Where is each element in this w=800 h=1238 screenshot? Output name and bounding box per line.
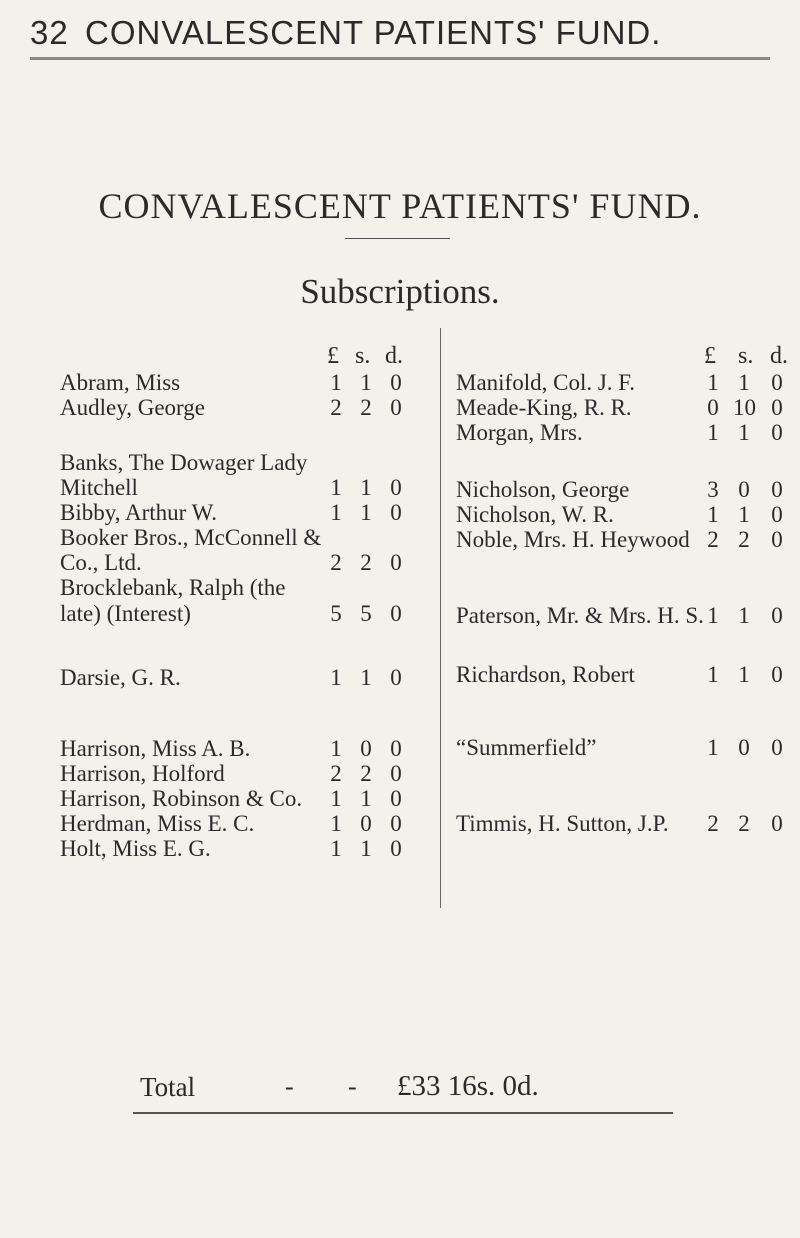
amount-shillings: 1: [360, 475, 372, 500]
amount-shillings: 0: [738, 735, 750, 760]
amount-pounds: 1: [330, 665, 342, 690]
amount-pence: 0: [771, 735, 783, 760]
amount-pounds: 1: [707, 662, 719, 687]
subscriber-name: Audley, George: [60, 395, 205, 420]
subscriber-name-continued: Mitchell: [60, 475, 138, 500]
amount-pounds: 2: [330, 550, 342, 575]
amount-shillings: 0: [738, 477, 750, 502]
subscriber-name: Timmis, H. Sutton, J.P.: [456, 811, 669, 836]
amount-pounds: 1: [707, 502, 719, 527]
amount-pounds: 1: [330, 836, 342, 861]
amount-pounds: 2: [707, 527, 719, 552]
total-dash: -: [285, 1072, 294, 1101]
amount-pounds: 1: [330, 786, 342, 811]
amount-shillings: 1: [360, 370, 372, 395]
amount-shillings: 0: [360, 811, 372, 836]
amount-pounds: 3: [707, 477, 719, 502]
subscriber-name: Paterson, Mr. & Mrs. H. S.: [456, 603, 704, 628]
amount-pounds: 5: [330, 601, 342, 626]
amount-pounds: 1: [330, 500, 342, 525]
amount-shillings: 1: [360, 786, 372, 811]
amount-pence: 0: [771, 811, 783, 836]
subscriber-name: Noble, Mrs. H. Heywood: [456, 527, 690, 552]
subscriber-name: Bibby, Arthur W.: [60, 500, 217, 525]
right-pounds-header: £: [704, 343, 716, 369]
amount-pounds: 1: [707, 735, 719, 760]
total-label: Total: [140, 1072, 196, 1102]
amount-pence: 0: [771, 420, 783, 445]
amount-shillings: 1: [738, 420, 750, 445]
amount-shillings: 2: [738, 527, 750, 552]
amount-pence: 0: [390, 395, 402, 420]
total-dash: -: [348, 1072, 357, 1101]
amount-pence: 0: [771, 395, 783, 420]
subscriber-name: Herdman, Miss E. C.: [60, 811, 255, 836]
total-rule: [133, 1112, 673, 1114]
page-number: 32: [30, 14, 69, 51]
subscriber-name: Harrison, Holford: [60, 761, 225, 786]
amount-shillings: 2: [360, 761, 372, 786]
subscriber-name: Brocklebank, Ralph (the: [60, 575, 286, 600]
left-pounds-header: £: [327, 343, 339, 369]
amount-shillings: 1: [738, 603, 750, 628]
amount-shillings: 5: [360, 601, 372, 626]
amount-pence: 0: [390, 665, 402, 690]
amount-shillings: 2: [360, 395, 372, 420]
column-divider: [440, 328, 441, 908]
amount-pence: 0: [390, 836, 402, 861]
right-pence-header: d.: [770, 343, 788, 369]
amount-shillings: 1: [360, 836, 372, 861]
subscriber-name-continued: Co., Ltd.: [60, 550, 142, 575]
left-shillings-header: s.: [355, 343, 371, 369]
title-rule: [345, 238, 450, 239]
amount-pounds: 1: [330, 370, 342, 395]
amount-pounds: 1: [330, 736, 342, 761]
subscriber-name: Meade-King, R. R.: [456, 395, 632, 420]
left-pence-header: d.: [385, 343, 403, 369]
subscriber-name: “Summerfield”: [456, 735, 597, 760]
amount-pence: 0: [771, 502, 783, 527]
amount-pence: 0: [771, 603, 783, 628]
running-head: [30, 14, 770, 54]
subscriber-name: Richardson, Robert: [456, 662, 635, 687]
section-title: Subscriptions.: [300, 272, 500, 311]
subscriber-name: Darsie, G. R.: [60, 665, 181, 690]
running-title: CONVALESCENT PATIENTS' FUND.: [85, 14, 662, 51]
amount-pence: 0: [390, 601, 402, 626]
subscriber-name: Morgan, Mrs.: [456, 420, 583, 445]
amount-shillings: 1: [738, 370, 750, 395]
amount-pounds: 1: [330, 475, 342, 500]
subscriber-name: Nicholson, George: [456, 477, 630, 502]
total-value: £33 16s. 0d.: [397, 1070, 539, 1102]
subscriber-name: Manifold, Col. J. F.: [456, 370, 635, 395]
amount-shillings: 1: [738, 502, 750, 527]
subscriber-name: Harrison, Miss A. B.: [60, 736, 251, 761]
amount-pence: 0: [390, 475, 402, 500]
amount-shillings: 1: [360, 500, 372, 525]
amount-pence: 0: [771, 527, 783, 552]
amount-pounds: 2: [707, 811, 719, 836]
amount-shillings: 2: [738, 811, 750, 836]
amount-pounds: 2: [330, 761, 342, 786]
subscriber-name: Banks, The Dowager Lady: [60, 450, 308, 475]
amount-pence: 0: [390, 786, 402, 811]
amount-pence: 0: [390, 500, 402, 525]
subscriber-name: Abram, Miss: [60, 370, 181, 395]
amount-pence: 0: [771, 370, 783, 395]
subscriber-name: Holt, Miss E. G.: [60, 836, 211, 861]
amount-shillings: 1: [738, 662, 750, 687]
header-rule: [30, 57, 770, 60]
amount-pence: 0: [771, 477, 783, 502]
right-shillings-header: s.: [738, 343, 754, 369]
amount-pounds: 1: [330, 811, 342, 836]
subscriber-name: Harrison, Robinson & Co.: [60, 786, 303, 811]
amount-pounds: 0: [707, 395, 719, 420]
amount-pounds: 1: [707, 603, 719, 628]
amount-pence: 0: [390, 811, 402, 836]
amount-shillings: 10: [733, 395, 756, 420]
amount-pounds: 1: [707, 370, 719, 395]
subscriber-name: Booker Bros., McConnell &: [60, 525, 322, 550]
amount-shillings: 1: [360, 665, 372, 690]
amount-pence: 0: [771, 662, 783, 687]
amount-pounds: 2: [330, 395, 342, 420]
page-title: CONVALESCENT PATIENTS' FUND.: [98, 186, 702, 226]
amount-pence: 0: [390, 736, 402, 761]
subscriber-name-continued: late) (Interest): [60, 601, 191, 626]
amount-pence: 0: [390, 761, 402, 786]
subscriber-name: Nicholson, W. R.: [456, 502, 614, 527]
amount-pence: 0: [390, 550, 402, 575]
amount-pence: 0: [390, 370, 402, 395]
amount-pounds: 1: [707, 420, 719, 445]
amount-shillings: 2: [360, 550, 372, 575]
amount-shillings: 0: [360, 736, 372, 761]
